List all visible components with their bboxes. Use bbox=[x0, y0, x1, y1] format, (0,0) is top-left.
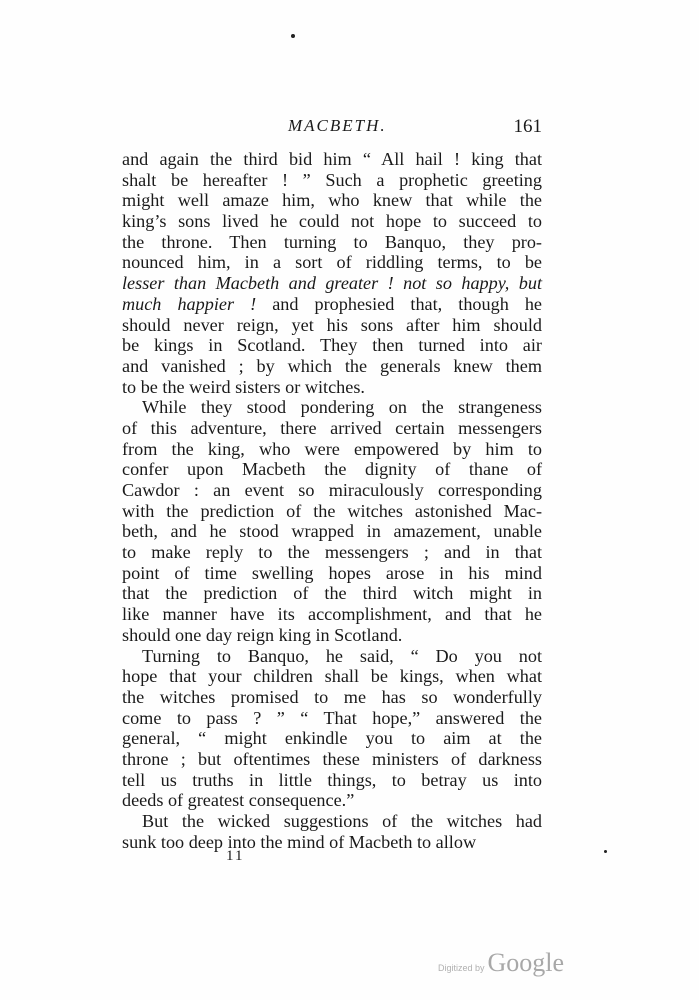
text-line: to make reply to the messengers ; and in that bbox=[122, 542, 542, 563]
roman-span: and prophesied that, though he bbox=[256, 293, 543, 314]
body-text bbox=[122, 149, 542, 852]
watermark-prefix: Digitized by bbox=[438, 963, 485, 973]
text-line: Turning to Banquo, he said, “ Do you not bbox=[142, 645, 542, 666]
text-line: from the king, who were empowered by him to bbox=[122, 438, 542, 459]
text-line: Cawdor : an event so miraculously corresponding bbox=[122, 480, 542, 500]
italic-span: much happier ! bbox=[122, 293, 257, 314]
text-line: should one day reign king in Scotland. bbox=[122, 624, 403, 645]
text-line: nounced him, in a sort of riddling terms, to be bbox=[122, 252, 542, 273]
text-line: to be the weird sisters or witches. bbox=[122, 376, 365, 397]
text-line: with the prediction of the witches astonished Mac- bbox=[122, 500, 542, 521]
signature-mark: 11 bbox=[226, 848, 245, 864]
text-line: But the wicked suggestions of the witches had bbox=[142, 811, 542, 831]
text-line: king’s sons lived he could not hope to succeed to bbox=[122, 211, 542, 232]
speck bbox=[604, 850, 607, 853]
speck bbox=[291, 34, 295, 38]
text-line: confer upon Macbeth the dignity of thane of bbox=[122, 459, 542, 480]
text-line: and again the third bid him “ All hail ! king that bbox=[122, 149, 542, 169]
google-logo: Google bbox=[487, 948, 565, 977]
text-line bbox=[122, 273, 542, 294]
text-line: that the prediction of the third witch might in bbox=[122, 583, 542, 604]
text-line: general, “ might enkindle you to aim at the bbox=[122, 728, 542, 749]
text-line: sunk too deep into the mind of Macbeth to allow bbox=[122, 831, 477, 852]
text-line: throne ; but oftentimes these ministers of darkness bbox=[122, 748, 542, 769]
text-line: might well amaze him, who knew that while the bbox=[122, 190, 542, 211]
watermark bbox=[438, 948, 564, 978]
text-line: While they stood pondering on the strangeness bbox=[142, 397, 542, 418]
text-line: come to pass ? ” “ That hope,” answered the bbox=[122, 707, 542, 728]
text-line: beth, and he stood wrapped in amazement, unable bbox=[122, 521, 542, 542]
text-line: hope that your children shall be kings, when what bbox=[122, 666, 542, 687]
text-line bbox=[122, 294, 542, 315]
text-line: and vanished ; by which the generals knew them bbox=[122, 355, 542, 376]
italic-span: lesser than Macbeth and greater ! not so happy, but bbox=[122, 273, 542, 294]
text-line: be kings in Scotland. They then turned into air bbox=[122, 335, 542, 356]
text-line: like manner have its accomplishment, and that he bbox=[122, 604, 542, 625]
page-number: 161 bbox=[513, 116, 542, 137]
text-line: the throne. Then turning to Banquo, they pro- bbox=[122, 231, 542, 252]
text-line: deeds of greatest consequence.” bbox=[122, 790, 355, 811]
text-line: shalt be hereafter ! ” Such a prophetic greeting bbox=[122, 169, 542, 190]
text-line: of this adventure, there arrived certain messengers bbox=[122, 417, 542, 438]
text-line: the witches promised to me has so wonderfully bbox=[122, 686, 542, 707]
text-line: point of time swelling hopes arose in his mind bbox=[122, 562, 542, 583]
running-title: MACBETH. bbox=[288, 116, 387, 135]
text-line: should never reign, yet his sons after him should bbox=[122, 314, 542, 335]
text-line: tell us truths in little things, to betray us into bbox=[122, 769, 542, 790]
page-header bbox=[122, 116, 542, 138]
